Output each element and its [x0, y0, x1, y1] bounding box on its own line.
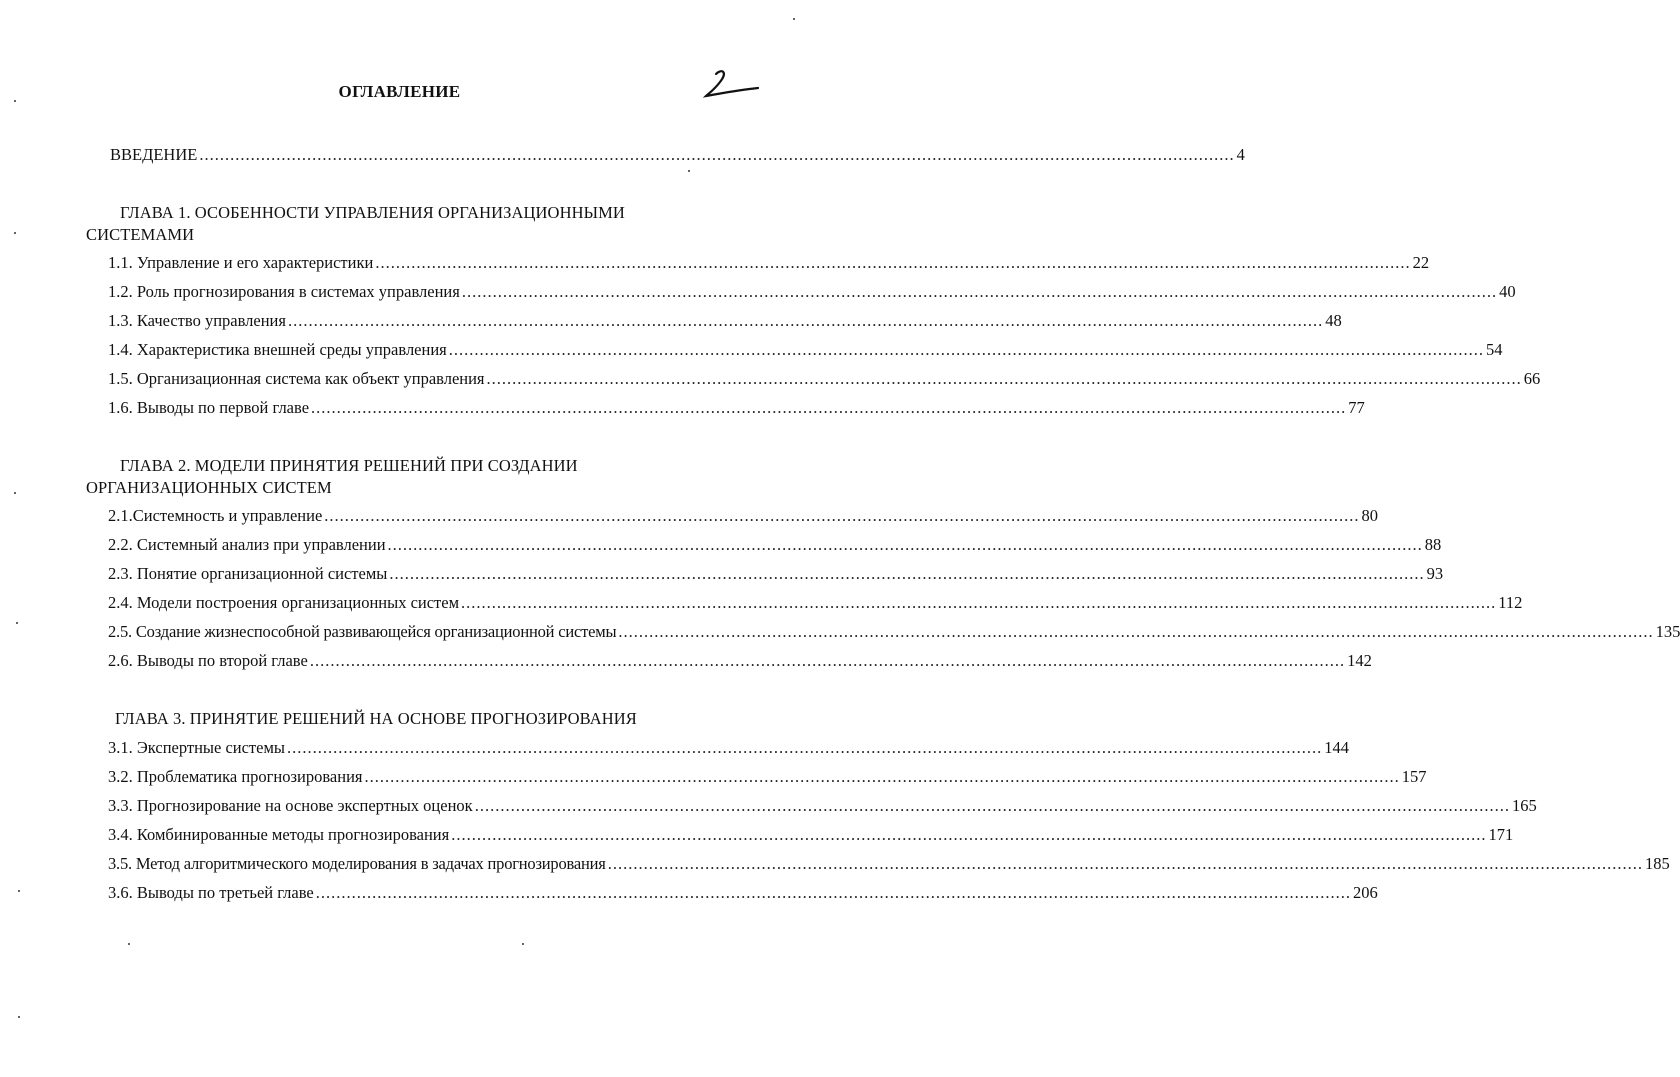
- handwritten-mark-icon: [698, 64, 762, 108]
- toc-entry-page: 54: [1486, 340, 1503, 359]
- dot-leader: ..........................................................................................................................................................................................................: [309, 651, 1346, 670]
- toc-entry-introduction[interactable]: [110, 145, 1245, 165]
- toc-entry-page: 112: [1498, 593, 1523, 612]
- toc-entry-3-5[interactable]: [108, 854, 1670, 874]
- scan-speck: [14, 492, 16, 494]
- toc-entry-2-6[interactable]: [108, 651, 1372, 671]
- toc-entry-page: 77: [1348, 398, 1365, 417]
- toc-entry-3-3[interactable]: [108, 796, 1537, 816]
- chapter-2-title-line-1: ГЛАВА 2. МОДЕЛИ ПРИНЯТИЯ РЕШЕНИЙ ПРИ СОЗДАНИИ: [120, 456, 578, 475]
- toc-entry-title: 2.3. Понятие организационной системы: [108, 564, 388, 583]
- scan-speck: [14, 232, 16, 234]
- toc-entry-3-4[interactable]: [108, 825, 1514, 845]
- toc-entry-title: 2.4. Модели построения организационных систем: [108, 593, 460, 612]
- toc-entry-page: 40: [1499, 282, 1516, 301]
- toc-entry-2-5[interactable]: [108, 622, 1680, 642]
- scan-speck: [522, 943, 524, 945]
- toc-entry-2-1[interactable]: [108, 506, 1379, 526]
- chapter-1-title-line-1: ГЛАВА 1. ОСОБЕННОСТИ УПРАВЛЕНИЯ ОРГАНИЗАЦИОННЫМИ: [120, 203, 625, 222]
- toc-entry-page: 48: [1325, 311, 1342, 330]
- dot-leader: ..........................................................................................................................................................................................................: [387, 535, 1423, 554]
- toc-entry-title: 1.2. Роль прогнозирования в системах управления: [108, 282, 460, 301]
- dot-leader: ..........................................................................................................................................................................................................: [451, 825, 1487, 844]
- dot-leader: ..........................................................................................................................................................................................................: [461, 593, 1497, 612]
- toc-entry-page: 135: [1655, 622, 1680, 641]
- dot-leader: ..........................................................................................................................................................................................................: [311, 398, 1347, 417]
- toc-entry-1-4[interactable]: [108, 340, 1503, 360]
- dot-leader: ..........................................................................................................................................................................................................: [474, 796, 1510, 815]
- toc-entry-title: 3.1. Экспертные системы: [108, 738, 285, 757]
- toc-entry-title: 1.3. Качество управления: [108, 311, 286, 330]
- toc-entry-3-6[interactable]: [108, 883, 1378, 903]
- toc-entry-title: 3.3. Прогнозирование на основе экспертных оценок: [108, 796, 473, 815]
- toc-entry-title: 3.5. Метод алгоритмического моделирования в задачах прогнозирования: [108, 854, 606, 873]
- toc-entry-page: 185: [1644, 854, 1670, 873]
- chapter-2-title-line-2: ОРГАНИЗАЦИОННЫХ СИСТЕМ: [86, 478, 332, 497]
- dot-leader: ..........................................................................................................................................................................................................: [315, 883, 1351, 902]
- scan-speck: [16, 622, 18, 624]
- toc-entry-page: 171: [1488, 825, 1514, 844]
- toc-entry-2-2[interactable]: [108, 535, 1442, 555]
- scan-speck: [14, 100, 16, 102]
- toc-entry-title: 1.5. Организационная система как объект управления: [108, 369, 485, 388]
- toc-entry-2-3[interactable]: [108, 564, 1444, 584]
- dot-leader: ..........................................................................................................................................................................................................: [364, 767, 1400, 786]
- toc-entry-title: 1.4. Характеристика внешней среды управления: [108, 340, 447, 359]
- dot-leader: ..........................................................................................................................................................................................................: [389, 564, 1425, 583]
- scan-speck: [128, 943, 130, 945]
- toc-entry-page: 142: [1347, 651, 1372, 670]
- dot-leader: ..........................................................................................................................................................................................................: [618, 622, 1654, 641]
- toc-entry-title: 2.2. Системный анализ при управлении: [108, 535, 386, 554]
- toc-entry-title: 1.6. Выводы по первой главе: [108, 398, 310, 417]
- toc-entry-title: 2.1.Системность и управление: [108, 506, 323, 525]
- dot-leader: ..........................................................................................................................................................................................................: [287, 311, 1324, 330]
- scan-speck: [688, 170, 690, 172]
- toc-entry-title: 2.5. Создание жизнеспособной развивающейся организационной системы: [108, 622, 617, 641]
- toc-entry-3-2[interactable]: [108, 767, 1427, 787]
- dot-leader: ..........................................................................................................................................................................................................: [486, 369, 1522, 388]
- toc-entry-page: 165: [1511, 796, 1537, 815]
- chapter-3-title: ГЛАВА 3. ПРИНЯТИЕ РЕШЕНИЙ НА ОСНОВЕ ПРОГНОЗИРОВАНИЯ: [115, 709, 637, 728]
- toc-entry-page: 80: [1361, 506, 1379, 525]
- chapter-1-title-line-2: СИСТЕМАМИ: [86, 225, 195, 244]
- toc-entry-page: 22: [1412, 253, 1430, 272]
- toc-entry-title: 3.4. Комбинированные методы прогнозирования: [108, 825, 450, 844]
- dot-leader: ..........................................................................................................................................................................................................: [448, 340, 1485, 359]
- dot-leader: ..........................................................................................................................................................................................................: [199, 145, 1235, 164]
- toc-entry-title: 3.2. Проблематика прогнозирования: [108, 767, 363, 786]
- toc-entry-1-1[interactable]: [108, 253, 1430, 273]
- toc-entry-page: 66: [1523, 369, 1541, 388]
- toc-entry-page: 88: [1424, 535, 1442, 554]
- toc-entry-page: 144: [1324, 738, 1349, 757]
- toc-entry-page: 93: [1426, 564, 1444, 583]
- toc-entry-1-2[interactable]: [108, 282, 1516, 302]
- toc-entry-3-1[interactable]: [108, 738, 1349, 758]
- toc-entry-title: 1.1. Управление и его характеристики: [108, 253, 374, 272]
- dot-leader: ..........................................................................................................................................................................................................: [375, 253, 1411, 272]
- scan-speck: [793, 18, 795, 20]
- toc-entry-page: 206: [1352, 883, 1378, 902]
- toc-entry-1-5[interactable]: [108, 369, 1541, 389]
- dot-leader: ..........................................................................................................................................................................................................: [324, 506, 1360, 525]
- scan-speck: [18, 890, 20, 892]
- toc-entry-title: ВВЕДЕНИЕ: [110, 145, 198, 164]
- toc-entry-page: 4: [1236, 145, 1245, 164]
- dot-leader: ..........................................................................................................................................................................................................: [287, 738, 1323, 757]
- toc-entry-1-3[interactable]: [108, 311, 1342, 331]
- toc-entry-title: 2.6. Выводы по второй главе: [108, 651, 308, 670]
- page-title: ОГЛАВЛЕНИЕ: [338, 82, 461, 101]
- dot-leader: ..........................................................................................................................................................................................................: [461, 282, 1498, 301]
- dot-leader: ..........................................................................................................................................................................................................: [607, 854, 1643, 873]
- toc-entry-1-6[interactable]: [108, 398, 1365, 418]
- scan-speck: [18, 1016, 20, 1018]
- toc-entry-page: 157: [1401, 767, 1427, 786]
- toc-entry-title: 3.6. Выводы по третьей главе: [108, 883, 314, 902]
- toc-entry-2-4[interactable]: [108, 593, 1523, 613]
